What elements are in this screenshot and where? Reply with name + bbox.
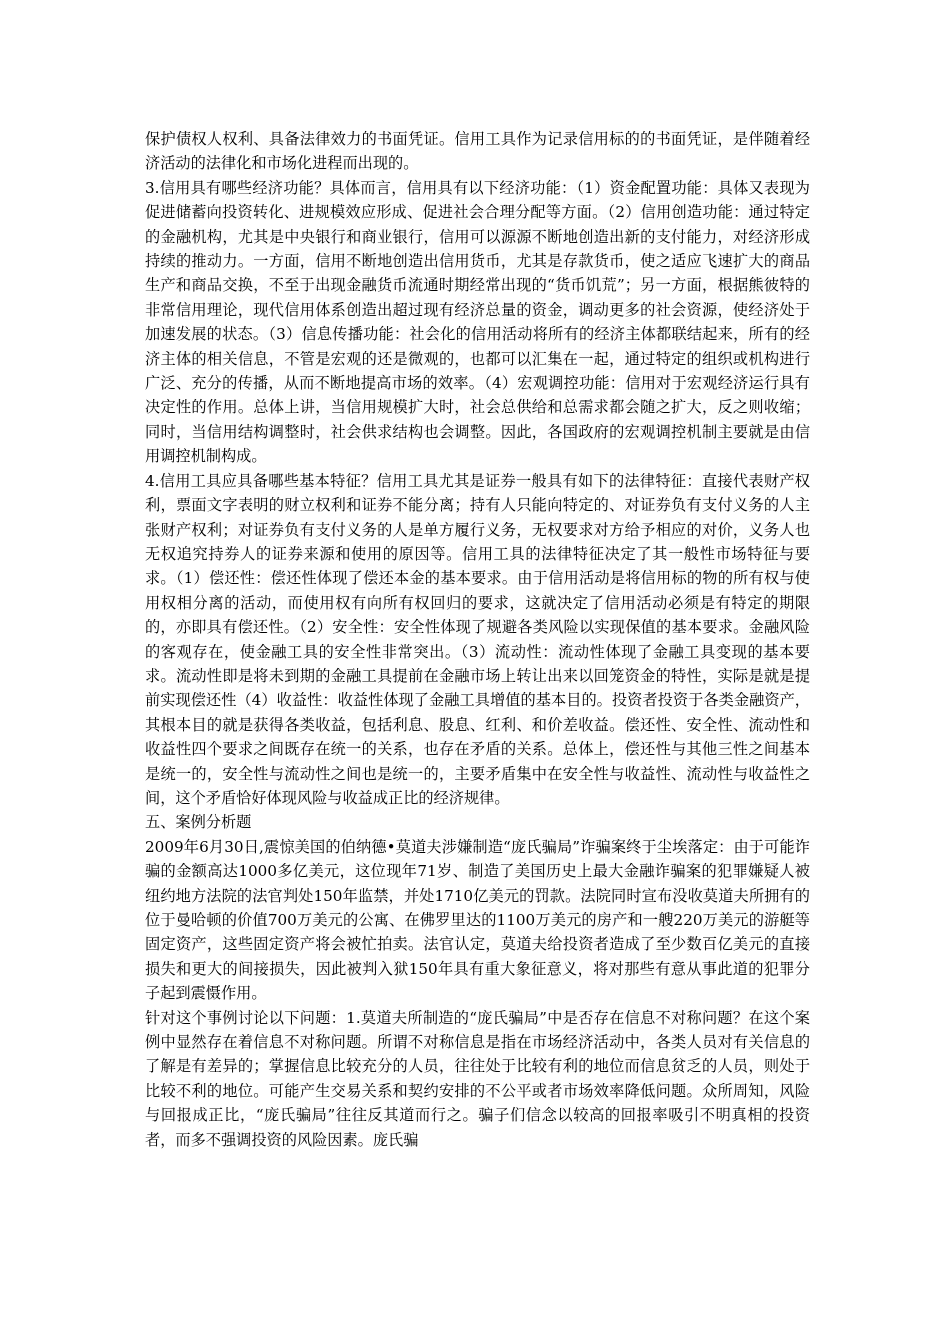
section-heading-case-analysis: 五、案例分析题 [145, 813, 252, 832]
paragraph-credit-economic-functions: 3.信用具有哪些经济功能？具体而言，信用具有以下经济功能：（1）资金配置功能：具体又表现为促进储蓄向投资转化、进规模效应形成、促进社会合理分配等方面。（2）信用创造功能：通过特定的金融机构，尤其是中央银行和商业银行，信用可以源源不断地创造出新的支付能力，对经济形成持续的推动力。一方面，信用不断地创造出信用货币，尤其是存款货币，使之适应飞速扩大的商品生产和商品交换，不至于出现金融货币流通时期经常出现的“货币饥荒”；另一方面，根据熊彼特的非常信用理论，现代信用体系创造出超过现有经济总量的资金，调动更多的社会资源，使经济处于加速发展的状态。（3）信息传播功能：社会化的信用活动将所有的经济主体都联结起来，所有的经济主体的相关信息，不管是宏观的还是微观的，也都可以汇集在一起，通过特定的组织或机构进行广泛、充分的传播，从而不断地提高市场的效率。（4）宏观调控功能：信用对于宏观经济运行具有决定性的作用。总体上讲，当信用规模扩大时，社会总供给和总需求都会随之扩大，反之则收缩；同时，当信用结构调整时，社会供求结构也会调整。因此，各国政府的宏观调控机制主要就是由信用调控机制构成。 [145, 178, 810, 466]
paragraph-madoff-case: 2009年6月30日,震惊美国的伯纳德•莫道夫涉嫌制造“庞氏骗局”诈骗案终于尘埃落定：由于可能诈骗的金额高达1000多亿美元，这位现年71岁、制造了美国历史上最大金融诈骗案的犯罪嫌疑人被纽约地方法院的法官判处150年监禁，并处1710亿美元的罚款。法院同时宣布没收莫道夫所拥有的位于曼哈顿的价值700万美元的公寓、在佛罗里达的1100万美元的房产和一艘220万美元的游艇等固定资产，这些固定资产将会被忙拍卖。法官认定，莫道夫给投资者造成了至少数百亿美元的直接损失和更大的间接损失，因此被判入狱150年具有重大象征意义，将对那些有意从事此道的犯罪分子起到震慑作用。 [145, 837, 810, 1003]
paragraph-case-discussion: 针对这个事例讨论以下问题：1.莫道夫所制造的“庞氏骗局”中是否存在信息不对称问题？在这个案例中显然存在着信息不对称问题。所谓不对称信息是指在市场经济活动中，各类人员对有关信息的了解是有差异的；掌握信息比较充分的人员，往往处于比较有利的地位而信息贫乏的人员，则处于比较不利的地位。可能产生交易关系和契约安排的不公平或者市场效率降低问题。众所周知，风险与回报成正比，“庞氏骗局”往往反其道而行之。骗子们信念以较高的回报率吸引不明真相的投资者，而多不强调投资的风险因素。庞氏骗 [145, 1008, 810, 1149]
paragraph-credit-instrument-features: 4.信用工具应具备哪些基本特征？信用工具尤其是证券一般具有如下的法律特征：直接代表财产权利，票面文字表明的财立权利和证券不能分离；持有人只能向特定的、对证券负有支付义务的人主张财产权利；对证券负有支付义务的人是单方履行义务，无权要求对方给予相应的对价，义务人也无权追究持券人的证券来源和使用的原因等。信用工具的法律特征决定了其一般性市场特征与要求。（1）偿还性：偿还性体现了偿还本金的基本要求。由于信用活动是将信用标的物的所有权与使用权相分离的活动，而使用权有向所有权回归的要求，这就决定了信用活动必须是有特定的期限的，亦即具有偿还性。（2）安全性：安全性体现了规避各类风险以实现保值的基本要求。金融风险的客观存在，使金融工具的安全性非常突出。（3）流动性：流动性体现了金融工具变现的基本要求。流动性即是将未到期的金融工具提前在金融市场上转让出来以回笼资金的特性，实际是就是提前实现偿还性（4）收益性：收益性体现了金融工具增值的基本目的。投资者投资于各类金融资产，其根本目的就是获得各类收益，包括利息、股息、红利、和价差收益。偿还性、安全性、流动性和收益性四个要求之间既存在统一的关系，也存在矛盾的关系。总体上，偿还性与其他三性之间基本是统一的，安全性与流动性之间也是统一的，主要矛盾集中在安全性与收益性、流动性与收益性之间，这个矛盾恰好体现风险与收益成正比的经济规律。 [145, 471, 810, 807]
paragraph-credit-instrument-intro: 保护债权人权利、具备法律效力的书面凭证。信用工具作为记录信用标的的书面凭证，是伴随着经济活动的法律化和市场化进程而出现的。 [145, 130, 810, 173]
document-page [145, 127, 810, 1152]
